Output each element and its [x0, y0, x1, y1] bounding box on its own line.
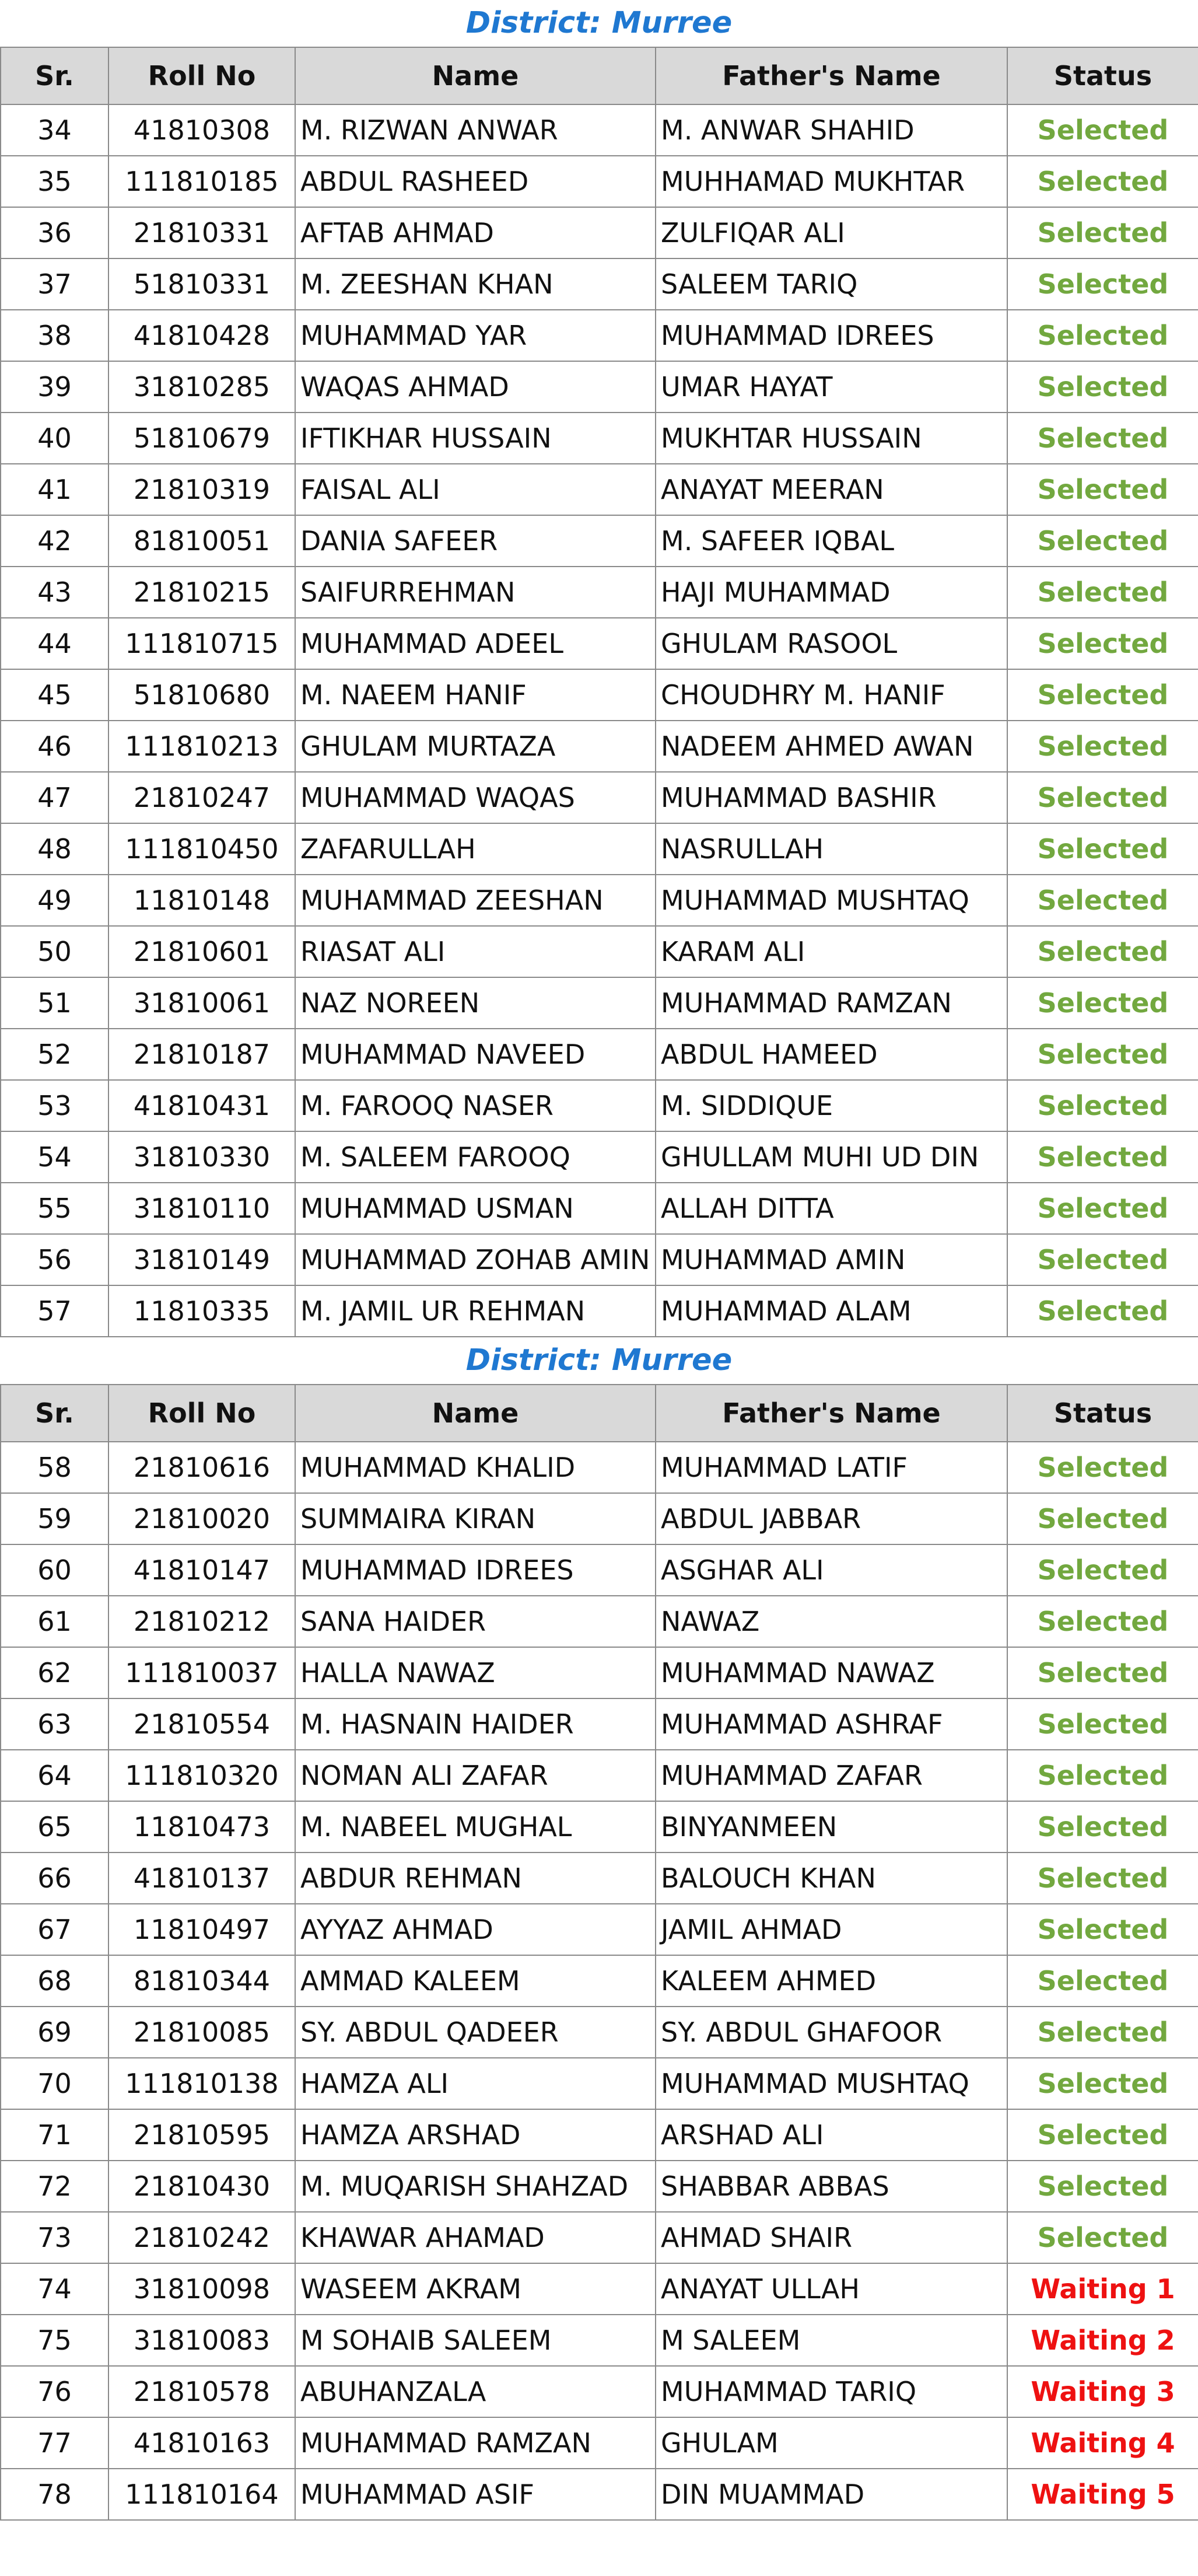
table-row [1, 1029, 1198, 1080]
cell-status: Selected [1007, 2058, 1198, 2109]
cell-fathers-name: KARAM ALI [656, 926, 1007, 977]
cell-roll-no: 41810137 [108, 1853, 295, 1904]
cell-roll-no: 11810335 [108, 1285, 295, 1337]
cell-fathers-name: MUHAMMAD MUSHTAQ [656, 2058, 1007, 2109]
cell-fathers-name: MUHAMMAD AMIN [656, 1234, 1007, 1285]
cell-roll-no: 111810213 [108, 721, 295, 772]
cell-name: SAIFURREHMAN [295, 567, 656, 618]
cell-sr: 58 [1, 1442, 108, 1493]
cell-status: Selected [1007, 823, 1198, 875]
cell-status: Waiting 3 [1007, 2366, 1198, 2417]
cell-status: Selected [1007, 1955, 1198, 2007]
cell-name: HAMZA ALI [295, 2058, 656, 2109]
table-row [1, 2007, 1198, 2058]
table-row [1, 618, 1198, 669]
cell-roll-no: 41810431 [108, 1080, 295, 1131]
cell-fathers-name: M. ANWAR SHAHID [656, 104, 1007, 156]
cell-sr: 73 [1, 2212, 108, 2263]
cell-fathers-name: AHMAD SHAIR [656, 2212, 1007, 2263]
cell-roll-no: 21810247 [108, 772, 295, 823]
cell-status: Selected [1007, 2109, 1198, 2161]
cell-roll-no: 21810578 [108, 2366, 295, 2417]
cell-status: Selected [1007, 669, 1198, 721]
cell-name: MUHAMMAD ASIF [295, 2469, 656, 2520]
table-row [1, 1493, 1198, 1544]
cell-fathers-name: BINYANMEEN [656, 1801, 1007, 1853]
cell-roll-no: 21810242 [108, 2212, 295, 2263]
table-header-row [1, 47, 1198, 104]
cell-status: Selected [1007, 1183, 1198, 1234]
cell-status: Selected [1007, 310, 1198, 361]
cell-roll-no: 81810051 [108, 515, 295, 567]
cell-name: M. JAMIL UR REHMAN [295, 1285, 656, 1337]
cell-sr: 75 [1, 2315, 108, 2366]
cell-roll-no: 11810497 [108, 1904, 295, 1955]
cell-status: Selected [1007, 2007, 1198, 2058]
cell-sr: 39 [1, 361, 108, 413]
table-header-row [1, 1385, 1198, 1442]
table-row [1, 1080, 1198, 1131]
cell-name: WASEEM AKRAM [295, 2263, 656, 2315]
cell-roll-no: 21810331 [108, 207, 295, 258]
cell-fathers-name: MUHAMMAD ALAM [656, 1285, 1007, 1337]
table-row [1, 1544, 1198, 1596]
table-row [1, 413, 1198, 464]
table-row [1, 515, 1198, 567]
cell-fathers-name: BALOUCH KHAN [656, 1853, 1007, 1904]
cell-roll-no: 31810149 [108, 1234, 295, 1285]
cell-name: AYYAZ AHMAD [295, 1904, 656, 1955]
cell-name: IFTIKHAR HUSSAIN [295, 413, 656, 464]
cell-name: KHAWAR AHAMAD [295, 2212, 656, 2263]
cell-fathers-name: GHULLAM MUHI UD DIN [656, 1131, 1007, 1183]
cell-status: Selected [1007, 515, 1198, 567]
cell-roll-no: 111810037 [108, 1647, 295, 1698]
table-row [1, 361, 1198, 413]
table-row [1, 721, 1198, 772]
cell-sr: 78 [1, 2469, 108, 2520]
cell-fathers-name: MUHAMMAD MUSHTAQ [656, 875, 1007, 926]
cell-name: MUHAMMAD ZOHAB AMIN [295, 1234, 656, 1285]
table-row [1, 2417, 1198, 2469]
cell-fathers-name: M. SAFEER IQBAL [656, 515, 1007, 567]
cell-sr: 52 [1, 1029, 108, 1080]
cell-name: ABDUR REHMAN [295, 1853, 656, 1904]
table-row [1, 310, 1198, 361]
cell-roll-no: 111810450 [108, 823, 295, 875]
cell-roll-no: 51810331 [108, 258, 295, 310]
cell-sr: 55 [1, 1183, 108, 1234]
cell-status: Selected [1007, 977, 1198, 1029]
cell-status: Selected [1007, 258, 1198, 310]
cell-status: Selected [1007, 1080, 1198, 1131]
table-row [1, 2161, 1198, 2212]
table-row [1, 1801, 1198, 1853]
cell-status: Selected [1007, 156, 1198, 207]
cell-name: MUHAMMAD NAVEED [295, 1029, 656, 1080]
cell-name: MUHAMMAD IDREES [295, 1544, 656, 1596]
cell-roll-no: 81810344 [108, 1955, 295, 2007]
table-row [1, 1183, 1198, 1234]
cell-roll-no: 111810138 [108, 2058, 295, 2109]
cell-fathers-name: SHABBAR ABBAS [656, 2161, 1007, 2212]
cell-status: Selected [1007, 413, 1198, 464]
section-2 [0, 1337, 1198, 2521]
cell-name: M. HASNAIN HAIDER [295, 1698, 656, 1750]
cell-name: MUHAMMAD RAMZAN [295, 2417, 656, 2469]
table-row [1, 977, 1198, 1029]
cell-sr: 35 [1, 156, 108, 207]
cell-name: MUHAMMAD YAR [295, 310, 656, 361]
cell-name: M. NABEEL MUGHAL [295, 1801, 656, 1853]
cell-sr: 57 [1, 1285, 108, 1337]
cell-roll-no: 41810147 [108, 1544, 295, 1596]
cell-sr: 34 [1, 104, 108, 156]
cell-status: Waiting 1 [1007, 2263, 1198, 2315]
cell-name: SANA HAIDER [295, 1596, 656, 1647]
cell-sr: 54 [1, 1131, 108, 1183]
cell-sr: 59 [1, 1493, 108, 1544]
table-row [1, 207, 1198, 258]
cell-roll-no: 31810110 [108, 1183, 295, 1234]
cell-sr: 69 [1, 2007, 108, 2058]
cell-roll-no: 21810215 [108, 567, 295, 618]
header-name: Name [295, 1385, 656, 1442]
cell-name: MUHAMMAD USMAN [295, 1183, 656, 1234]
cell-roll-no: 31810098 [108, 2263, 295, 2315]
cell-status: Selected [1007, 361, 1198, 413]
cell-roll-no: 21810595 [108, 2109, 295, 2161]
cell-status: Selected [1007, 1647, 1198, 1698]
cell-sr: 64 [1, 1750, 108, 1801]
cell-fathers-name: MUKHTAR HUSSAIN [656, 413, 1007, 464]
header-sr: Sr. [1, 47, 108, 104]
cell-fathers-name: GHULAM [656, 2417, 1007, 2469]
merit-table [0, 1384, 1198, 2521]
cell-roll-no: 41810308 [108, 104, 295, 156]
table-row [1, 2212, 1198, 2263]
cell-fathers-name: MUHAMMAD TARIQ [656, 2366, 1007, 2417]
cell-status: Selected [1007, 464, 1198, 515]
cell-status: Selected [1007, 1801, 1198, 1853]
cell-roll-no: 51810680 [108, 669, 295, 721]
cell-fathers-name: M. SIDDIQUE [656, 1080, 1007, 1131]
cell-status: Selected [1007, 1750, 1198, 1801]
cell-status: Selected [1007, 1285, 1198, 1337]
cell-fathers-name: MUHHAMAD MUKHTAR [656, 156, 1007, 207]
cell-name: M. SALEEM FAROOQ [295, 1131, 656, 1183]
table-row [1, 1442, 1198, 1493]
cell-name: SUMMAIRA KIRAN [295, 1493, 656, 1544]
cell-sr: 68 [1, 1955, 108, 2007]
cell-fathers-name: CHOUDHRY M. HANIF [656, 669, 1007, 721]
cell-sr: 46 [1, 721, 108, 772]
cell-sr: 50 [1, 926, 108, 977]
cell-sr: 77 [1, 2417, 108, 2469]
cell-fathers-name: MUHAMMAD IDREES [656, 310, 1007, 361]
cell-name: MUHAMMAD KHALID [295, 1442, 656, 1493]
cell-roll-no: 51810679 [108, 413, 295, 464]
cell-roll-no: 21810085 [108, 2007, 295, 2058]
cell-status: Selected [1007, 1596, 1198, 1647]
cell-name: DANIA SAFEER [295, 515, 656, 567]
cell-fathers-name: MUHAMMAD NAWAZ [656, 1647, 1007, 1698]
header-fathers-name: Father's Name [656, 1385, 1007, 1442]
table-row [1, 2109, 1198, 2161]
cell-sr: 76 [1, 2366, 108, 2417]
cell-sr: 36 [1, 207, 108, 258]
cell-status: Selected [1007, 618, 1198, 669]
cell-fathers-name: HAJI MUHAMMAD [656, 567, 1007, 618]
cell-roll-no: 11810473 [108, 1801, 295, 1853]
cell-sr: 60 [1, 1544, 108, 1596]
cell-fathers-name: SY. ABDUL GHAFOOR [656, 2007, 1007, 2058]
table-row [1, 1750, 1198, 1801]
cell-name: FAISAL ALI [295, 464, 656, 515]
table-row [1, 1647, 1198, 1698]
cell-name: M SOHAIB SALEEM [295, 2315, 656, 2366]
cell-fathers-name: MUHAMMAD RAMZAN [656, 977, 1007, 1029]
cell-sr: 49 [1, 875, 108, 926]
cell-roll-no: 21810616 [108, 1442, 295, 1493]
table-row [1, 2263, 1198, 2315]
cell-name: NOMAN ALI ZAFAR [295, 1750, 656, 1801]
cell-sr: 67 [1, 1904, 108, 1955]
table-row [1, 1234, 1198, 1285]
cell-roll-no: 31810285 [108, 361, 295, 413]
cell-name: GHULAM MURTAZA [295, 721, 656, 772]
cell-name: WAQAS AHMAD [295, 361, 656, 413]
cell-roll-no: 21810020 [108, 1493, 295, 1544]
cell-roll-no: 41810428 [108, 310, 295, 361]
cell-status: Selected [1007, 1853, 1198, 1904]
cell-status: Selected [1007, 207, 1198, 258]
cell-fathers-name: DIN MUAMMAD [656, 2469, 1007, 2520]
cell-sr: 63 [1, 1698, 108, 1750]
cell-fathers-name: NADEEM AHMED AWAN [656, 721, 1007, 772]
cell-sr: 45 [1, 669, 108, 721]
cell-fathers-name: GHULAM RASOOL [656, 618, 1007, 669]
table-row [1, 1285, 1198, 1337]
cell-status: Selected [1007, 875, 1198, 926]
cell-sr: 47 [1, 772, 108, 823]
cell-sr: 48 [1, 823, 108, 875]
cell-roll-no: 21810187 [108, 1029, 295, 1080]
table-body [1, 1442, 1198, 2520]
cell-status: Selected [1007, 2161, 1198, 2212]
cell-roll-no: 111810164 [108, 2469, 295, 2520]
cell-sr: 44 [1, 618, 108, 669]
cell-fathers-name: SALEEM TARIQ [656, 258, 1007, 310]
cell-name: ZAFARULLAH [295, 823, 656, 875]
cell-sr: 74 [1, 2263, 108, 2315]
cell-fathers-name: MUHAMMAD BASHIR [656, 772, 1007, 823]
table-row [1, 2058, 1198, 2109]
cell-sr: 61 [1, 1596, 108, 1647]
table-row [1, 2315, 1198, 2366]
table-row [1, 1904, 1198, 1955]
cell-roll-no: 111810320 [108, 1750, 295, 1801]
district-title: District: Murree [465, 6, 733, 40]
cell-sr: 62 [1, 1647, 108, 1698]
cell-status: Selected [1007, 1904, 1198, 1955]
cell-fathers-name: ASGHAR ALI [656, 1544, 1007, 1596]
cell-status: Selected [1007, 772, 1198, 823]
cell-name: SY. ABDUL QADEER [295, 2007, 656, 2058]
cell-sr: 70 [1, 2058, 108, 2109]
cell-roll-no: 21810430 [108, 2161, 295, 2212]
cell-name: MUHAMMAD ZEESHAN [295, 875, 656, 926]
cell-status: Selected [1007, 1029, 1198, 1080]
table-row [1, 1853, 1198, 1904]
cell-status: Selected [1007, 1442, 1198, 1493]
cell-roll-no: 21810601 [108, 926, 295, 977]
cell-roll-no: 31810061 [108, 977, 295, 1029]
cell-fathers-name: ALLAH DITTA [656, 1183, 1007, 1234]
cell-fathers-name: UMAR HAYAT [656, 361, 1007, 413]
cell-status: Waiting 4 [1007, 2417, 1198, 2469]
cell-name: M. NAEEM HANIF [295, 669, 656, 721]
cell-sr: 53 [1, 1080, 108, 1131]
cell-fathers-name: JAMIL AHMAD [656, 1904, 1007, 1955]
cell-roll-no: 31810330 [108, 1131, 295, 1183]
cell-sr: 38 [1, 310, 108, 361]
cell-sr: 42 [1, 515, 108, 567]
table-row [1, 669, 1198, 721]
cell-status: Selected [1007, 1234, 1198, 1285]
cell-fathers-name: ZULFIQAR ALI [656, 207, 1007, 258]
header-status: Status [1007, 47, 1198, 104]
header-roll-no: Roll No [108, 1385, 295, 1442]
cell-name: ABDUL RASHEED [295, 156, 656, 207]
cell-status: Waiting 2 [1007, 2315, 1198, 2366]
header-name: Name [295, 47, 656, 104]
table-row [1, 2469, 1198, 2520]
cell-sr: 40 [1, 413, 108, 464]
cell-roll-no: 41810163 [108, 2417, 295, 2469]
cell-name: M. FAROOQ NASER [295, 1080, 656, 1131]
cell-name: MUHAMMAD WAQAS [295, 772, 656, 823]
cell-name: AMMAD KALEEM [295, 1955, 656, 2007]
cell-sr: 56 [1, 1234, 108, 1285]
cell-status: Selected [1007, 926, 1198, 977]
cell-fathers-name: KALEEM AHMED [656, 1955, 1007, 2007]
table-row [1, 567, 1198, 618]
table-row [1, 258, 1198, 310]
cell-fathers-name: ABDUL HAMEED [656, 1029, 1007, 1080]
cell-fathers-name: ARSHAD ALI [656, 2109, 1007, 2161]
cell-status: Selected [1007, 1131, 1198, 1183]
cell-fathers-name: NASRULLAH [656, 823, 1007, 875]
cell-name: M. ZEESHAN KHAN [295, 258, 656, 310]
cell-status: Selected [1007, 567, 1198, 618]
cell-status: Selected [1007, 2212, 1198, 2263]
cell-roll-no: 21810319 [108, 464, 295, 515]
table-body [1, 104, 1198, 1337]
table-row [1, 2366, 1198, 2417]
cell-name: HALLA NAWAZ [295, 1647, 656, 1698]
table-row [1, 1596, 1198, 1647]
cell-fathers-name: NAWAZ [656, 1596, 1007, 1647]
merit-table [0, 47, 1198, 1337]
cell-roll-no: 21810554 [108, 1698, 295, 1750]
table-row [1, 823, 1198, 875]
cell-sr: 43 [1, 567, 108, 618]
cell-name: MUHAMMAD ADEEL [295, 618, 656, 669]
cell-name: M. MUQARISH SHAHZAD [295, 2161, 656, 2212]
cell-status: Selected [1007, 1493, 1198, 1544]
table-row [1, 875, 1198, 926]
table-row [1, 156, 1198, 207]
cell-name: M. RIZWAN ANWAR [295, 104, 656, 156]
table-row [1, 1131, 1198, 1183]
cell-fathers-name: ANAYAT ULLAH [656, 2263, 1007, 2315]
cell-name: RIASAT ALI [295, 926, 656, 977]
cell-fathers-name: MUHAMMAD ASHRAF [656, 1698, 1007, 1750]
cell-fathers-name: MUHAMMAD LATIF [656, 1442, 1007, 1493]
cell-roll-no: 111810185 [108, 156, 295, 207]
table-row [1, 926, 1198, 977]
cell-status: Selected [1007, 721, 1198, 772]
cell-name: AFTAB AHMAD [295, 207, 656, 258]
header-status: Status [1007, 1385, 1198, 1442]
cell-fathers-name: ABDUL JABBAR [656, 1493, 1007, 1544]
cell-roll-no: 21810212 [108, 1596, 295, 1647]
district-title: District: Murree [465, 1343, 733, 1378]
cell-roll-no: 31810083 [108, 2315, 295, 2366]
cell-status: Selected [1007, 104, 1198, 156]
cell-fathers-name: M SALEEM [656, 2315, 1007, 2366]
cell-name: HAMZA ARSHAD [295, 2109, 656, 2161]
cell-name: ABUHANZALA [295, 2366, 656, 2417]
cell-fathers-name: ANAYAT MEERAN [656, 464, 1007, 515]
cell-sr: 41 [1, 464, 108, 515]
cell-sr: 71 [1, 2109, 108, 2161]
cell-roll-no: 11810148 [108, 875, 295, 926]
table-row [1, 1698, 1198, 1750]
table-row [1, 772, 1198, 823]
header-fathers-name: Father's Name [656, 47, 1007, 104]
cell-sr: 66 [1, 1853, 108, 1904]
cell-sr: 37 [1, 258, 108, 310]
table-row [1, 104, 1198, 156]
table-row [1, 464, 1198, 515]
cell-status: Selected [1007, 1698, 1198, 1750]
cell-sr: 51 [1, 977, 108, 1029]
cell-name: NAZ NOREEN [295, 977, 656, 1029]
cell-sr: 65 [1, 1801, 108, 1853]
header-roll-no: Roll No [108, 47, 295, 104]
header-sr: Sr. [1, 1385, 108, 1442]
cell-fathers-name: MUHAMMAD ZAFAR [656, 1750, 1007, 1801]
cell-sr: 72 [1, 2161, 108, 2212]
table-row [1, 1955, 1198, 2007]
cell-status: Waiting 5 [1007, 2469, 1198, 2520]
cell-roll-no: 111810715 [108, 618, 295, 669]
cell-status: Selected [1007, 1544, 1198, 1596]
